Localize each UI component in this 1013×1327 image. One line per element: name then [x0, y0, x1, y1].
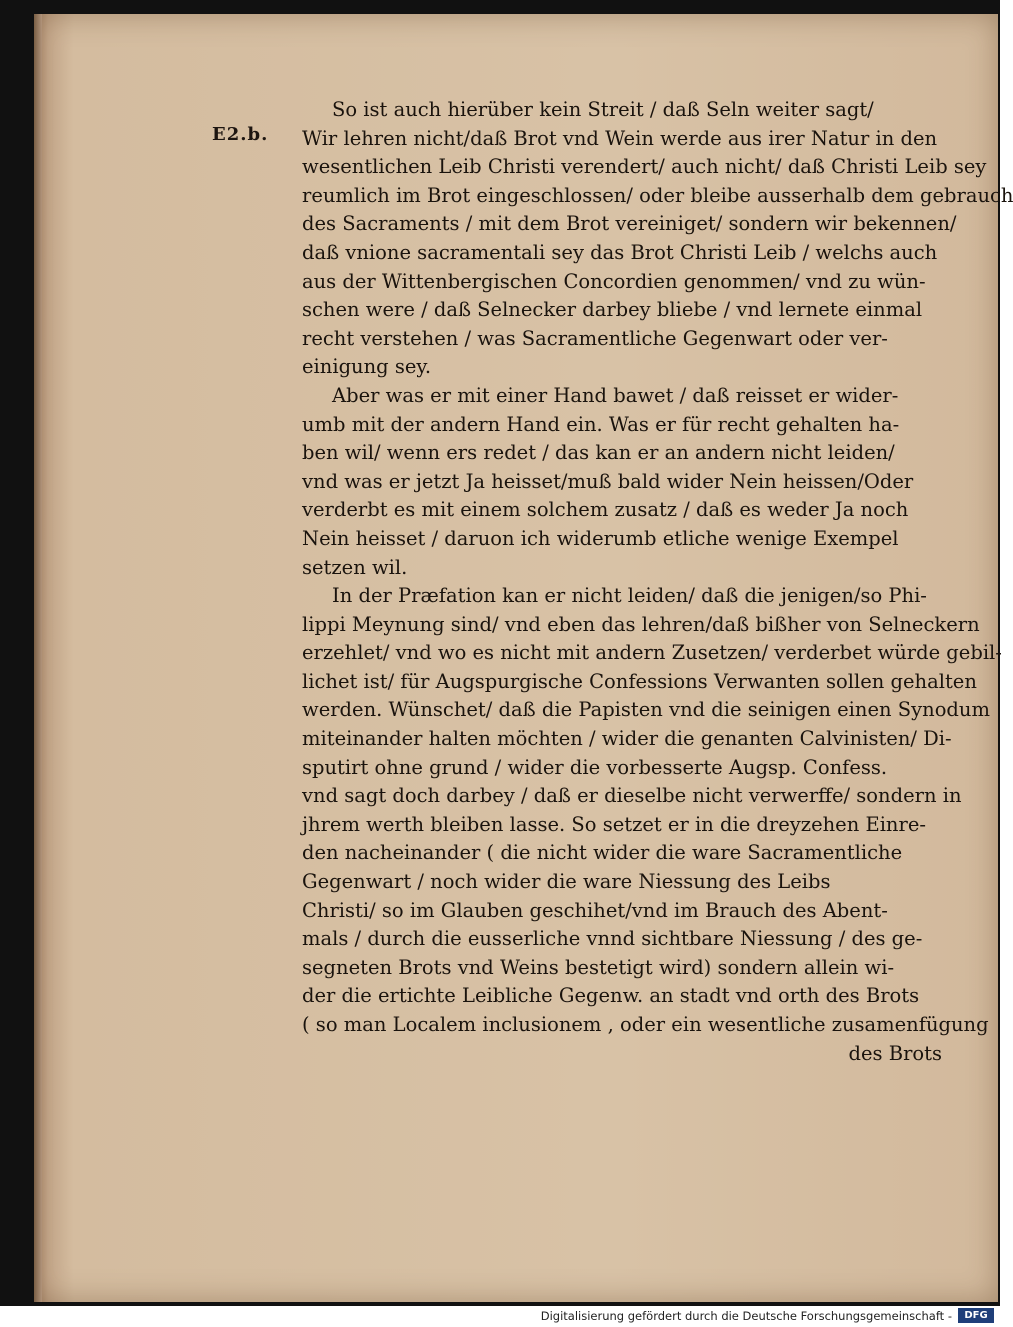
text-line: Aber was er mit einer Hand bawet / daß reisset er wider-: [332, 383, 899, 407]
text-line: verderbt es mit einem solchem zusatz / daß es weder Ja noch: [302, 498, 909, 522]
text-line: ben wil/ wenn ers redet / das kan er an andern nicht leiden/: [302, 441, 895, 465]
text-line: einigung sey.: [302, 355, 432, 379]
text-line: werden. Wünschet/ daß die Papisten vnd die seinigen einen Synodum: [302, 698, 990, 722]
text-line: des Sacraments / mit dem Brot vereiniget/ sondern wir bekennen/: [302, 212, 957, 236]
page-gutter-edge: [34, 14, 42, 1302]
text-line: setzen wil.: [302, 555, 408, 579]
text-line: den nacheinander ( die nicht wider die ware Sacramentliche: [302, 841, 903, 865]
text-line: lichet ist/ für Augspurgische Confessions Verwanten sollen gehalten: [302, 669, 977, 693]
text-line: ( so man Localem inclusionem , oder ein wesentliche zusamenfügung: [302, 1013, 989, 1036]
funding-notice: Digitalisierung gefördert durch die Deutsche Forschungsgemeinschaft -: [540, 1309, 952, 1323]
signature-mark: E2.b.: [212, 124, 269, 145]
dfg-logo: DFG: [958, 1308, 994, 1323]
text-line: Gegenwart / noch wider die ware Niessung des Leibs: [302, 870, 831, 894]
text-line: Wir lehren nicht/daß Brot vnd Wein werde aus irer Natur in den: [302, 126, 938, 150]
text-line: aus der Wittenbergischen Concordien genommen/ vnd zu wün-: [302, 269, 926, 293]
text-line: daß vnione sacramentali sey das Brot Christi Leib / welchs auch: [302, 240, 938, 264]
text-line: Nein heisset / daruon ich widerumb etliche wenige Exempel: [302, 526, 899, 550]
text-line: schen were / daß Selnecker darbey bliebe / vnd lernete einmal: [302, 298, 923, 322]
text-line: vnd was er jetzt Ja heisset/muß bald wider Nein heissen/Oder: [302, 469, 914, 493]
text-line: segneten Brots vnd Weins bestetigt wird) sondern allein wi-: [302, 955, 895, 979]
text-line: lippi Meynung sind/ vnd eben das lehren/daß bißher von Selneckern: [302, 612, 980, 636]
text-line: vnd sagt doch darbey / daß er dieselbe nicht verwerffe/ sondern in: [302, 784, 962, 808]
text-line: jhrem werth bleiben lasse. So setzet er in die dreyzehen Einre-: [302, 812, 926, 836]
text-line: wesentlichen Leib Christi verendert/ auch nicht/ daß Christi Leib sey: [302, 155, 987, 179]
footer-bar: [0, 1306, 1000, 1327]
text-line: Christi/ so im Glauben geschihet/vnd im Brauch des Abent-: [302, 898, 888, 922]
text-line: miteinander halten möchten / wider die genanten Calvinisten/ Di-: [302, 727, 952, 751]
text-line: In der Præfation kan er nicht leiden/ daß die jenigen/so Phi-: [332, 584, 927, 608]
text-line: erzehlet/ vnd wo es nicht mit andern Zusetzen/ verderbet würde gebil-: [302, 641, 1002, 665]
catchword: des Brots: [848, 1041, 942, 1065]
text-line: umb mit der andern Hand ein. Was er für recht gehalten ha-: [302, 412, 900, 436]
page-body-text: [302, 96, 1013, 1068]
text-line: So ist auch hierüber kein Streit / daß Seln weiter sagt/: [332, 98, 874, 121]
text-line: der die ertichte Leibliche Gegenw. an stadt vnd orth des Brots: [302, 984, 920, 1008]
text-line: reumlich im Brot eingeschlossen/ oder bleibe ausserhalb dem gebrauch: [302, 183, 1013, 207]
text-line: recht verstehen / was Sacramentliche Gegenwart oder ver-: [302, 326, 888, 350]
text-line: sputirt ohne grund / wider die vorbesserte Augsp. Confess.: [302, 755, 888, 779]
text-line: mals / durch die eusserliche vnnd sichtbare Niessung / des ge-: [302, 927, 923, 951]
